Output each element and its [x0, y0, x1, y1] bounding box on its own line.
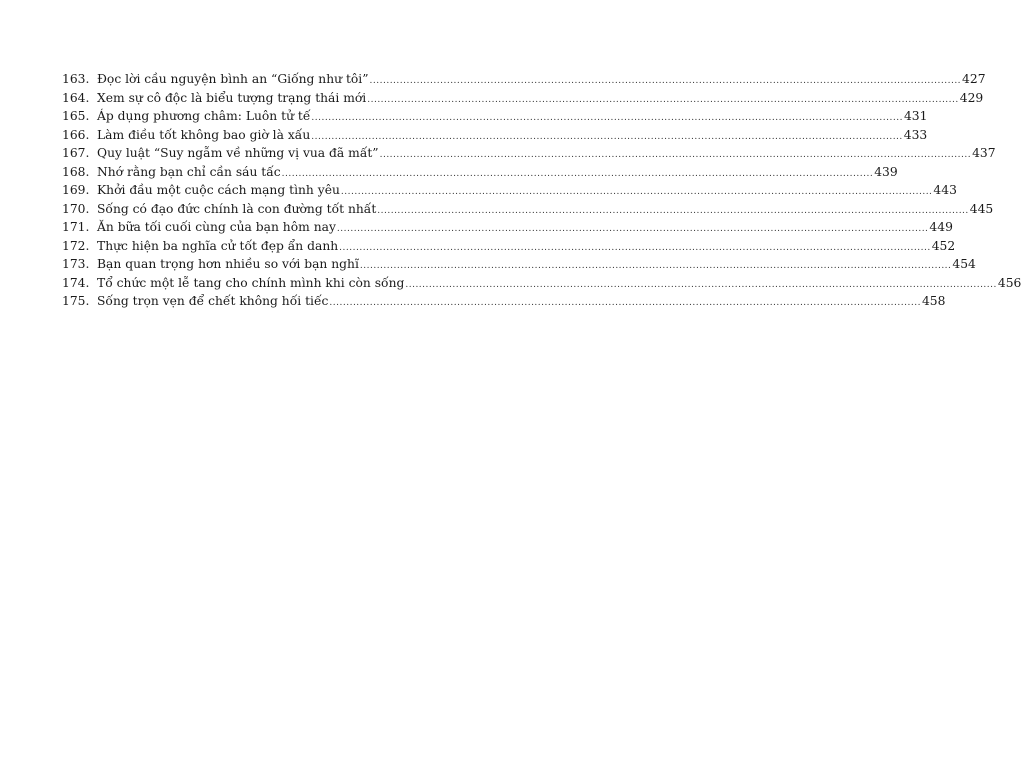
toc-entry-title: Xem sự cô độc là biểu tượng trạng thái mới — [97, 90, 367, 105]
toc-entry-page: 429 — [959, 90, 984, 105]
toc-entry — [62, 274, 1021, 293]
toc-entry-page: 443 — [933, 183, 957, 197]
toc-entry-page: 427 — [962, 72, 986, 86]
table-of-contents — [62, 70, 1021, 311]
toc-entry-title: Đọc lời cầu nguyện bình an “Giống như tôi” — [97, 72, 369, 86]
dot-leader — [339, 239, 931, 258]
toc-entry-title: Sống có đạo đức chính là con đường tốt nhất — [97, 201, 377, 216]
toc-entry-title: Quy luật “Suy ngẫm về những vị vua đã mất” — [97, 146, 379, 160]
toc-entry-title: Làm điều tốt không bao giờ là xấu — [97, 127, 311, 142]
toc-entry-number: 166. — [62, 127, 90, 142]
toc-entry — [62, 255, 976, 274]
toc-entry — [62, 163, 898, 182]
toc-entry-page: 439 — [874, 164, 898, 179]
toc-entry-title: Áp dụng phương châm: Luôn tử tế — [97, 109, 311, 123]
toc-entry-title: Ăn bữa tối cuối cùng của bạn hôm nay — [97, 220, 336, 234]
toc-entry — [62, 218, 953, 237]
dot-leader — [282, 165, 874, 184]
toc-entry — [62, 89, 984, 108]
toc-entry — [62, 107, 928, 126]
dot-leader — [370, 72, 962, 91]
toc-entry-number: 164. — [62, 90, 90, 105]
toc-entry — [62, 237, 956, 256]
toc-entry-title: Khởi đầu một cuộc cách mạng tình yêu — [97, 183, 340, 197]
dot-leader — [311, 109, 903, 128]
toc-entry-page: 431 — [903, 109, 928, 123]
toc-entry-number: 172. — [62, 238, 90, 253]
toc-entry — [62, 126, 928, 145]
toc-entry-number: 175. — [62, 294, 90, 308]
toc-entry-number: 173. — [62, 257, 90, 271]
toc-entry-page: 433 — [903, 127, 928, 142]
toc-entry-number: 163. — [62, 72, 90, 86]
toc-entry-page: 449 — [929, 220, 953, 234]
dot-leader — [360, 257, 952, 276]
toc-entry-number: 170. — [62, 201, 90, 216]
dot-leader — [329, 294, 921, 313]
toc-entry-number: 168. — [62, 164, 90, 179]
toc-entry-title: Thực hiện ba nghĩa cử tốt đẹp ẩn danh — [97, 238, 339, 253]
dot-leader — [337, 220, 929, 239]
toc-entry-title: Bạn quan trọng hơn nhiều so với bạn nghĩ — [97, 257, 359, 271]
toc-entry-page: 458 — [921, 294, 946, 308]
toc-entry-page: 454 — [952, 257, 976, 271]
dot-leader — [367, 91, 959, 110]
toc-entry-page: 445 — [969, 201, 994, 216]
toc-entry-number: 171. — [62, 220, 90, 234]
toc-entry-page: 452 — [931, 238, 956, 253]
toc-entry-page: 456 — [997, 275, 1021, 290]
toc-entry-number: 169. — [62, 183, 90, 197]
dot-leader — [405, 276, 997, 295]
toc-entry-number: 174. — [62, 275, 90, 290]
toc-entry-title: Sống trọn vẹn để chết không hối tiếc — [97, 294, 329, 308]
toc-entry-number: 167. — [62, 146, 90, 160]
toc-entry-page: 437 — [972, 146, 996, 160]
toc-entry-title: Nhớ rằng bạn chỉ cần sáu tấc — [97, 164, 281, 179]
dot-leader — [377, 202, 969, 221]
dot-leader — [311, 128, 903, 147]
toc-entry — [62, 292, 946, 311]
toc-entry — [62, 181, 957, 200]
dot-leader — [341, 183, 933, 202]
toc-entry-number: 165. — [62, 109, 90, 123]
toc-entry — [62, 144, 996, 163]
toc-entry-title: Tổ chức một lễ tang cho chính mình khi còn sống — [97, 275, 405, 290]
toc-entry — [62, 200, 994, 219]
toc-entry — [62, 70, 986, 89]
